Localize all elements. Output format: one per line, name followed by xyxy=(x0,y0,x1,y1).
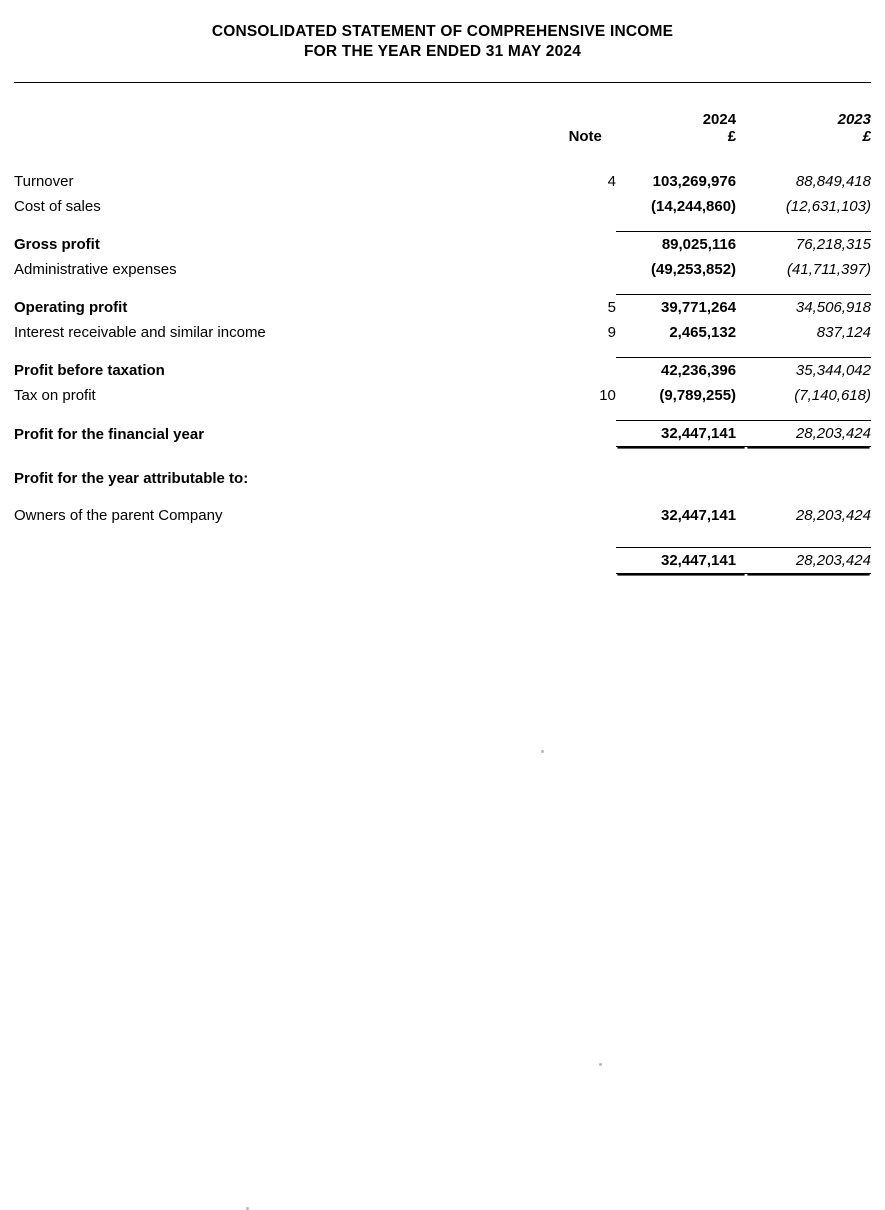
row-value-2024: (49,253,852) xyxy=(650,261,737,278)
row-value-2024 xyxy=(616,466,746,491)
spacer-row xyxy=(14,540,871,548)
row-value-2024: 39,771,264 xyxy=(616,295,746,321)
income-statement-table xyxy=(14,99,871,574)
row-value-2023: 28,203,424 xyxy=(746,421,871,447)
table-row xyxy=(14,194,871,219)
row-note xyxy=(551,232,616,258)
row-note xyxy=(551,466,616,491)
row-value-2023: (7,140,618) xyxy=(794,387,871,404)
table-row xyxy=(14,466,871,491)
document-title xyxy=(14,0,871,62)
row-value-2023: 837,124 xyxy=(816,324,871,341)
row-value-2023: 28,203,424 xyxy=(746,548,871,574)
row-note xyxy=(551,421,616,447)
row-value-2024: (9,789,255) xyxy=(659,387,737,404)
row-value-2024: (14,244,860) xyxy=(650,198,737,215)
table-row xyxy=(14,257,871,282)
spacer-row xyxy=(14,282,871,295)
row-value-2023: (12,631,103) xyxy=(785,198,871,215)
header-note-label: Note xyxy=(568,128,602,145)
row-label: Profit for the year attributable to: xyxy=(14,470,249,487)
header-blank xyxy=(14,111,551,128)
table-row xyxy=(14,421,871,447)
spacer-row xyxy=(14,528,871,540)
row-value-2023: 88,849,418 xyxy=(795,173,871,190)
row-note: 9 xyxy=(607,324,616,341)
row-note: 10 xyxy=(599,387,616,404)
row-note xyxy=(551,503,616,528)
spacer-row xyxy=(14,447,871,460)
row-value-2024: 32,447,141 xyxy=(616,548,746,574)
spacer-row xyxy=(14,219,871,232)
row-label: Cost of sales xyxy=(14,198,101,215)
row-note: 4 xyxy=(607,173,616,190)
header-currency-2024: £ xyxy=(727,128,737,145)
header-year-2023: 2023 xyxy=(837,111,871,128)
row-value-2024: 2,465,132 xyxy=(669,324,737,341)
row-value-2023: 35,344,042 xyxy=(746,358,871,384)
row-note xyxy=(551,548,616,574)
header-divider xyxy=(14,82,871,83)
table-row xyxy=(14,232,871,258)
spacer-row xyxy=(14,345,871,358)
header-note-blank xyxy=(551,111,616,128)
row-value-2023: 28,203,424 xyxy=(795,507,871,524)
row-label: Administrative expenses xyxy=(14,261,177,278)
table-row xyxy=(14,383,871,408)
row-label: Interest receivable and similar income xyxy=(14,324,266,341)
table-row xyxy=(14,503,871,528)
spacer-row xyxy=(14,408,871,421)
header-currency-2023: £ xyxy=(862,128,871,145)
spacer-row xyxy=(14,157,871,169)
row-value-2024: 42,236,396 xyxy=(616,358,746,384)
table-row xyxy=(14,358,871,384)
table-header-years xyxy=(14,111,871,128)
title-line-1: CONSOLIDATED STATEMENT OF COMPREHENSIVE INCOME xyxy=(211,23,674,40)
row-value-2024: 32,447,141 xyxy=(616,421,746,447)
row-value-2023 xyxy=(746,466,871,491)
row-note xyxy=(551,257,616,282)
spacer-row xyxy=(14,459,871,466)
table-row xyxy=(14,169,871,194)
spacer-row xyxy=(14,145,871,157)
row-value-2024: 103,269,976 xyxy=(652,173,737,190)
row-value-2023: 76,218,315 xyxy=(746,232,871,258)
spacer-row xyxy=(14,99,871,111)
row-label: Profit for the financial year xyxy=(14,425,205,443)
row-note xyxy=(551,194,616,219)
row-value-2024: 32,447,141 xyxy=(660,507,737,524)
header-blank-2 xyxy=(14,128,551,145)
table-header-currency xyxy=(14,128,871,145)
row-value-2023: (41,711,397) xyxy=(787,261,871,278)
title-line-2: FOR THE YEAR ENDED 31 MAY 2024 xyxy=(303,43,582,60)
row-label: Profit before taxation xyxy=(14,362,165,379)
row-value-2023: 34,506,918 xyxy=(746,295,871,321)
header-year-2024: 2024 xyxy=(702,111,737,128)
row-label: Turnover xyxy=(14,173,74,190)
table-row xyxy=(14,295,871,321)
row-value-2024: 89,025,116 xyxy=(616,232,746,258)
row-note: 5 xyxy=(607,299,616,316)
table-row xyxy=(14,548,871,574)
table-row xyxy=(14,320,871,345)
row-label: Gross profit xyxy=(14,236,100,253)
row-note xyxy=(551,358,616,384)
row-label xyxy=(14,548,551,574)
spacer-row xyxy=(14,491,871,503)
row-label: Tax on profit xyxy=(14,387,96,404)
row-label: Owners of the parent Company xyxy=(14,507,223,524)
row-label: Operating profit xyxy=(14,299,128,316)
